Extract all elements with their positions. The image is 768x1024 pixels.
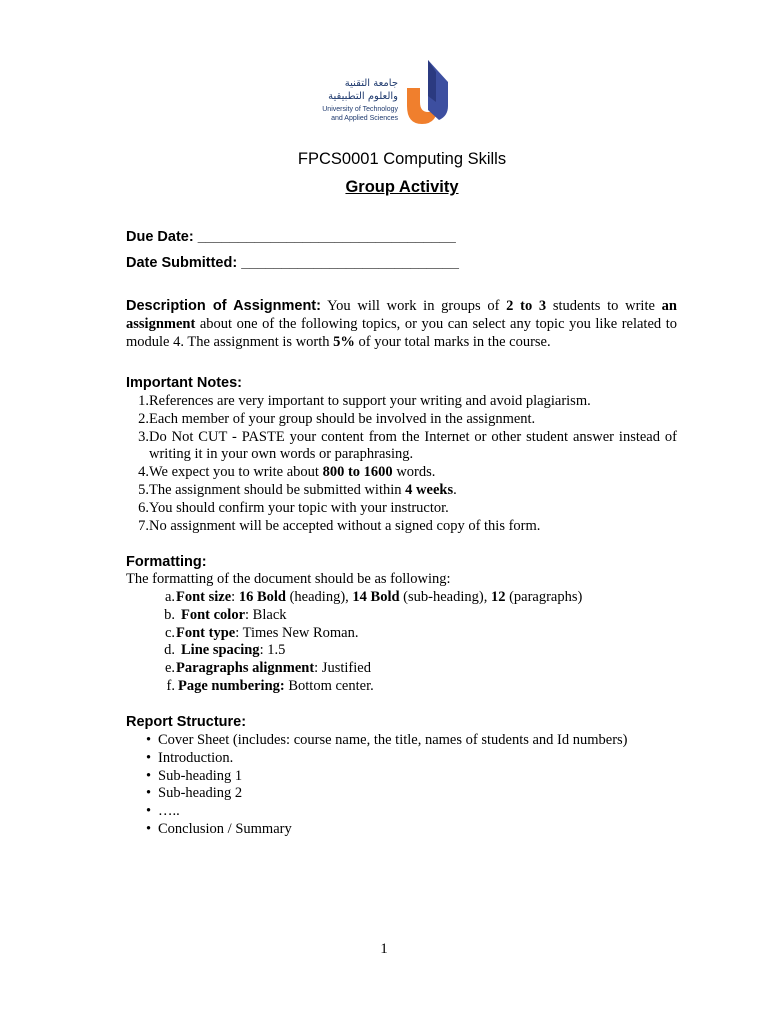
- formatting-heading: Formatting:: [126, 554, 207, 570]
- list-item-text-part: We expect you to write about: [149, 464, 323, 481]
- list-item-text: Do Not CUT - PASTE your content from the Internet or other student answer instead of writing it in your own words or paraphrasing.: [149, 428, 677, 463]
- submission-window: 4 weeks: [405, 481, 454, 498]
- list-number: 3.: [138, 428, 149, 445]
- description-assignment: an assignment: [126, 298, 677, 332]
- list-item: [126, 482, 677, 500]
- word-count: 800 to 1600: [322, 464, 393, 481]
- list-item-text: [149, 464, 677, 482]
- logo-arabic-line1: جامعة التقنية: [344, 78, 398, 89]
- description-label: Description of Assignment:: [126, 298, 321, 314]
- due-date-label: Due Date:: [126, 229, 194, 245]
- format-text: : 1.5: [259, 642, 286, 659]
- format-text: (sub-heading),: [399, 589, 491, 605]
- format-key: Paragraphs alignment: [176, 660, 315, 677]
- list-item-text: [175, 678, 374, 696]
- list-letter: f.: [166, 677, 175, 694]
- list-item: [126, 660, 582, 678]
- list-item-text: No assignment will be accepted without a signed copy of this form.: [149, 517, 541, 534]
- list-item: [146, 785, 628, 803]
- list-item: [146, 732, 628, 750]
- list-number: 1.: [138, 393, 149, 409]
- page-number: 1: [380, 941, 388, 957]
- report-structure-heading: Report Structure:: [126, 714, 247, 730]
- list-number: 4.: [138, 464, 149, 481]
- description-text: You will work in groups of: [320, 298, 507, 314]
- bullet-icon: •: [146, 785, 152, 802]
- description-text: students to write: [546, 298, 662, 314]
- list-item: [126, 411, 677, 429]
- due-date-field: [126, 229, 456, 245]
- university-logo: [308, 52, 468, 136]
- course-title: FPCS0001 Computing Skills: [297, 150, 507, 168]
- list-item-text: [175, 625, 358, 643]
- list-item-text: Sub-heading 1: [158, 767, 243, 784]
- list-number: 5.: [138, 481, 149, 498]
- list-item-text-part: .: [453, 481, 457, 498]
- activity-title: Group Activity: [345, 178, 459, 196]
- list-item: [126, 589, 582, 607]
- description-text: of your total marks in the course.: [354, 334, 551, 350]
- list-item: [146, 803, 628, 821]
- list-item: [126, 500, 677, 518]
- list-letter: d.: [164, 642, 175, 659]
- logo-english-line2: and Applied Sciences: [331, 115, 398, 122]
- list-letter: c.: [164, 624, 175, 641]
- list-item-text: [149, 482, 677, 500]
- logo-arabic-line2: والعلوم التطبيقية: [328, 91, 398, 102]
- format-key: Font type: [176, 624, 236, 641]
- list-item-text-part: words.: [392, 464, 436, 481]
- list-item: [126, 393, 677, 411]
- bullet-icon: •: [146, 732, 152, 748]
- list-item-text: Introduction.: [158, 749, 234, 766]
- format-key: Font size: [176, 589, 232, 605]
- description-group-size: 2 to 3: [506, 298, 547, 314]
- format-value: 16 Bold: [238, 589, 286, 605]
- list-item: [146, 821, 628, 839]
- date-submitted-field: [126, 255, 459, 271]
- format-text: : Justified: [314, 660, 371, 677]
- list-item: [126, 464, 677, 482]
- list-item-text: [175, 589, 582, 607]
- list-letter: a.: [164, 589, 175, 605]
- list-number: 2.: [138, 410, 149, 427]
- report-structure-list: [146, 732, 628, 839]
- format-text: : Times New Roman.: [235, 624, 359, 641]
- list-item: [126, 625, 582, 643]
- list-item-text: …..: [158, 803, 180, 820]
- formatting-list: [126, 589, 582, 696]
- list-letter: e.: [164, 660, 175, 677]
- logo-english-line1: University of Technology: [322, 106, 398, 113]
- format-key: Font color: [181, 606, 246, 623]
- list-item: [126, 642, 582, 660]
- format-text: (paragraphs): [505, 589, 583, 605]
- format-value: 12: [490, 589, 506, 605]
- format-key: Page numbering:: [178, 677, 285, 694]
- list-number: 6.: [138, 499, 149, 516]
- list-item-text: [175, 607, 287, 625]
- list-item: [146, 768, 628, 786]
- format-text: (heading),: [285, 589, 353, 605]
- description-text: about one of the following topics, or you can select any topic you like related to module 4. The assignment is worth: [126, 316, 677, 350]
- list-item-text: Conclusion / Summary: [158, 820, 292, 837]
- important-notes-list: [126, 393, 677, 535]
- date-submitted-label: Date Submitted:: [126, 255, 238, 271]
- university-logo-graphic: [308, 52, 468, 136]
- list-item-text: [175, 660, 371, 678]
- bullet-icon: •: [146, 820, 152, 837]
- list-number: 7.: [138, 517, 149, 534]
- list-item: [126, 429, 677, 465]
- list-item-text: Each member of your group should be involved in the assignment.: [149, 410, 536, 427]
- formatting-intro: The formatting of the document should be as following:: [126, 571, 451, 587]
- format-key: Line spacing: [181, 642, 260, 659]
- bullet-icon: •: [146, 803, 152, 820]
- due-date-blank: ________________________________: [197, 229, 456, 245]
- list-item-text-part: The assignment should be submitted within: [149, 481, 406, 498]
- format-value: 14 Bold: [352, 589, 400, 605]
- list-item-text: Cover Sheet (includes: course name, the title, names of students and Id numbers): [158, 732, 628, 748]
- bullet-icon: •: [146, 749, 152, 766]
- description-worth: 5%: [333, 334, 355, 350]
- bullet-icon: •: [146, 767, 152, 784]
- list-item-text: You should confirm your topic with your instructor.: [149, 499, 449, 516]
- list-item-text: References are very important to support your writing and avoid plagiarism.: [149, 393, 591, 409]
- format-text: :: [231, 589, 239, 605]
- list-item-text: [175, 642, 285, 660]
- list-item: [146, 750, 628, 768]
- list-item: [126, 518, 677, 536]
- list-letter: b.: [164, 606, 175, 623]
- important-notes-heading: Important Notes:: [126, 375, 242, 391]
- list-item-text: Sub-heading 2: [158, 785, 243, 802]
- list-item: [126, 678, 582, 696]
- logo-blue-shade: [428, 60, 436, 102]
- list-item: [126, 607, 582, 625]
- assignment-description: [126, 297, 677, 351]
- format-text: : Black: [245, 606, 287, 623]
- format-text: Bottom center.: [284, 677, 374, 694]
- date-submitted-blank: ___________________________: [241, 255, 459, 271]
